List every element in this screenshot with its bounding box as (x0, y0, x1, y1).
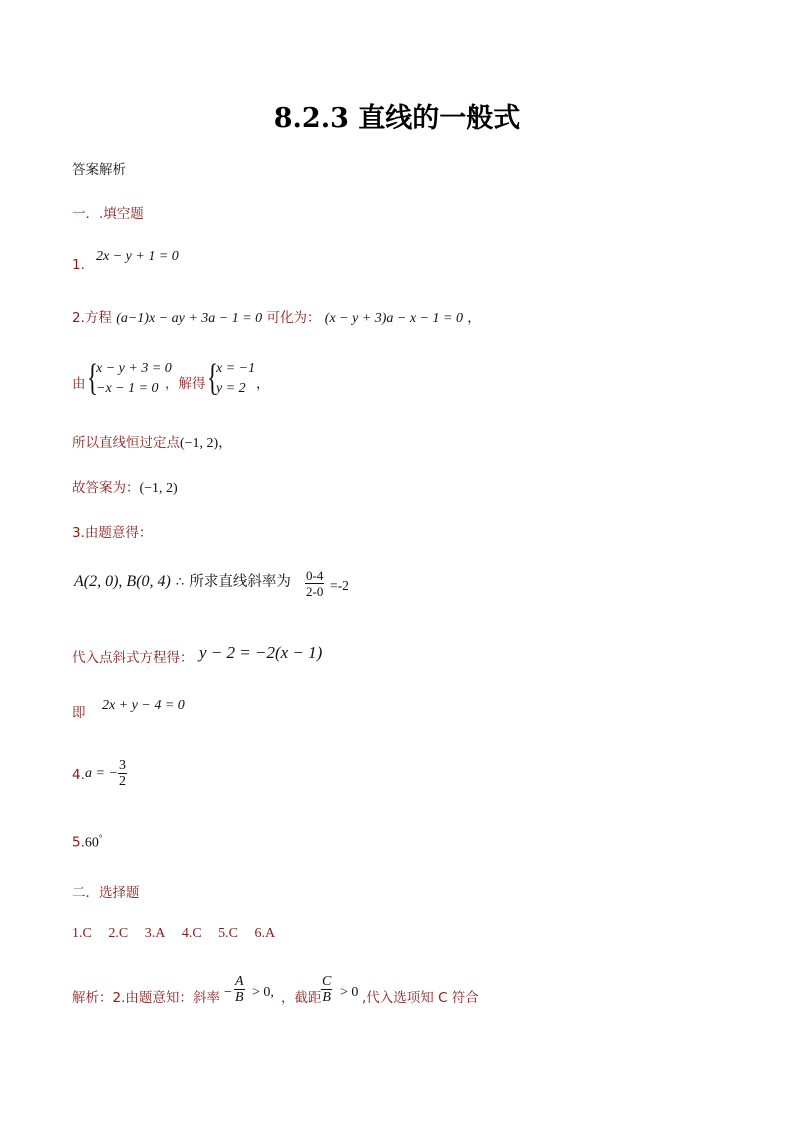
q2-jiede: ，解得 (165, 376, 206, 392)
q3-slope-line (74, 570, 291, 591)
q2-you: 由 (72, 376, 86, 392)
choice-answer: 3.A (144, 926, 166, 941)
degree-symbol: ° (98, 833, 103, 843)
q2-rewritten: (x − y + 3)a − x − 1 = 0 (324, 311, 463, 326)
q3-slope-value: =-2 (330, 578, 349, 593)
q3-final-equation: 2x + y − 4 = 0 (102, 698, 185, 713)
q3-substitute-text: 代入点斜式方程得： (72, 650, 194, 666)
q2-answer-text: 故答案为： (72, 480, 140, 496)
therefore-symbol: ∴ (175, 574, 185, 589)
explain-tail: ,代入选项知 C 符合 (362, 990, 479, 1006)
q5-line (72, 833, 103, 852)
q2-mid-text: 可化为： (266, 310, 321, 326)
q2-system1-line2: −x − 1 = 0 (96, 381, 159, 396)
q3-ji: 即 (72, 705, 86, 721)
q1-number: 1. (72, 257, 85, 273)
q3-intro: 3.由题意得： (72, 525, 153, 541)
q2-intro (72, 306, 481, 327)
q2-system2-line1: x = −1 (216, 361, 256, 376)
explain-slope-ineq: > 0, (252, 985, 274, 1000)
q3-point-slope-equation: y − 2 = −2(x − 1) (199, 643, 323, 662)
choice-answer: 4.C (181, 926, 202, 941)
section-heading-fill-blank: 一．.填空题 (72, 206, 144, 222)
q3-slope-numerator: 0-4 (306, 568, 324, 583)
q2-system1-line1: x − y + 3 = 0 (96, 361, 172, 376)
explain-intercept-ineq: > 0 (340, 985, 359, 1000)
explain-intercept-numerator: C (322, 974, 332, 989)
q2-end: ， (467, 310, 481, 326)
q4-numerator: 3 (119, 758, 126, 773)
q2-system2-line2: y = 2 (216, 381, 246, 396)
q4-label: 4. (72, 767, 85, 783)
q4-fraction (118, 758, 127, 789)
q3-slope-denominator: 2-0 (306, 584, 324, 599)
choice-answer: 1.C (72, 926, 92, 941)
q3-slope-fraction (305, 568, 324, 599)
q2-equation: (a−1)x − ay + 3a − 1 = 0 (116, 311, 263, 326)
q3-slope-text: 所求直线斜率为 (189, 574, 291, 590)
explain-prefix: 解析：2.由题意知：斜率 (72, 990, 220, 1006)
q2-intro-text: 2.方程 (72, 310, 112, 326)
q4-lhs: a = − (85, 766, 118, 781)
page-title: 8.2.3 直线的一般式 (273, 103, 521, 134)
choice-answers (72, 926, 275, 942)
explain-intercept-fraction (321, 974, 332, 1005)
explain-intercept-denominator: B (322, 990, 331, 1005)
q2-brace-1: { (87, 357, 98, 399)
explain-minus: − (224, 985, 232, 1000)
subtitle: 答案解析 (72, 162, 126, 178)
q2-fixed-point-line (72, 431, 232, 452)
section-heading-choice: 二．选择题 (72, 885, 140, 901)
q5-label: 5. (72, 834, 85, 851)
q3-points: A(2, 0), B(0, 4) (74, 573, 171, 590)
q2-fixed-point: (−1, 2) (180, 436, 219, 451)
q2-fixed-point-text: 所以直线恒过定点 (72, 435, 180, 451)
q2-comma: ， (256, 376, 270, 392)
q5-value: 60 (84, 835, 99, 851)
explain-slope-numerator: A (235, 974, 244, 989)
q4-denominator: 2 (119, 774, 126, 789)
q2-answer-line (72, 476, 178, 497)
explain-slope-fraction (234, 974, 245, 1005)
choice-answer: 2.C (108, 926, 129, 941)
q2-fixed-point-end: ， (218, 435, 232, 451)
q2-answer: (−1, 2) (139, 481, 178, 496)
choice-answer: 5.C (218, 926, 238, 941)
q1-answer: 2x − y + 1 = 0 (96, 249, 179, 264)
choice-answer: 6.A (254, 926, 276, 941)
explain-slope-denominator: B (235, 990, 244, 1005)
q2-brace-2: { (207, 357, 218, 399)
explain-intercept-text: ，截距 (281, 990, 322, 1006)
